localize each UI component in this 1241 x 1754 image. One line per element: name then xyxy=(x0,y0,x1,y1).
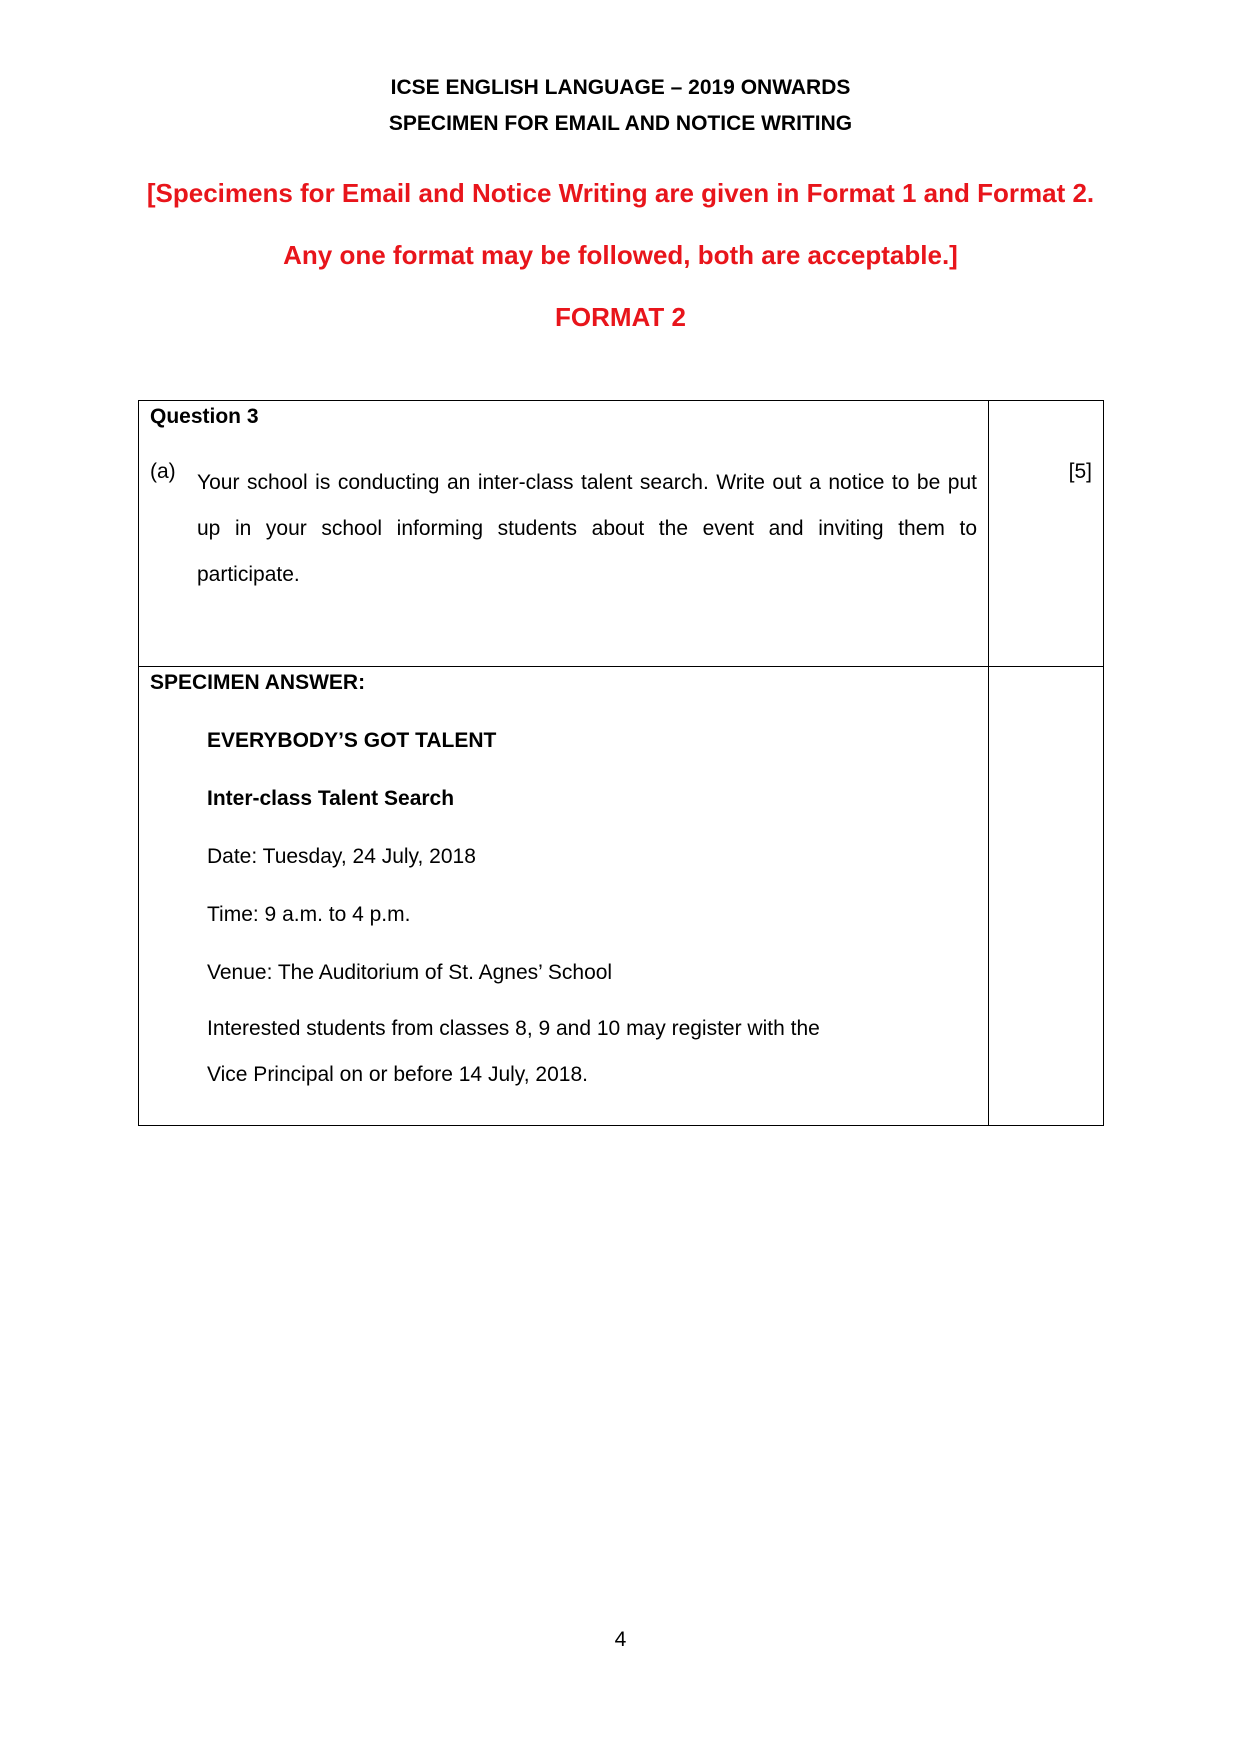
format-note-line-1: [Specimens for Email and Notice Writing are given in Format 1 and Format 2. xyxy=(146,178,1095,208)
notice-subtitle: Inter-class Talent Search xyxy=(207,787,455,810)
format-note-line-2: Any one format may be followed, both are acceptable.] xyxy=(283,240,958,270)
notice-details xyxy=(207,1006,907,1098)
notice-details-line-1: Interested students from classes 8, 9 and 10 may register with the xyxy=(207,1017,820,1040)
question-title: Question 3 xyxy=(150,405,259,428)
document-title: ICSE ENGLISH LANGUAGE – 2019 ONWARDS xyxy=(390,76,851,99)
marks-cell xyxy=(989,401,1104,667)
notice-venue: Venue: The Auditorium of St. Agnes’ School xyxy=(207,961,613,984)
format-label: FORMAT 2 xyxy=(555,302,686,332)
answer-cell xyxy=(139,667,989,1126)
question-table xyxy=(138,400,1104,1126)
notice-details-line-2: Vice Principal on or before 14 July, 2018. xyxy=(207,1063,588,1086)
notice-time: Time: 9 a.m. to 4 p.m. xyxy=(207,903,411,926)
question-text: Your school is conducting an inter-class talent search. Write out a notice to be put up in your school informing students about the event and inviting them to participate. xyxy=(197,471,977,586)
question-part-label: (a) xyxy=(150,460,176,483)
document-subtitle: SPECIMEN FOR EMAIL AND NOTICE WRITING xyxy=(388,112,853,135)
notice-title: EVERYBODY’S GOT TALENT xyxy=(207,729,497,752)
answer-marks-cell xyxy=(989,667,1104,1126)
notice-date: Date: Tuesday, 24 July, 2018 xyxy=(207,845,476,868)
answer-row xyxy=(139,667,1104,1126)
page-number: 4 xyxy=(614,1628,627,1651)
question-row xyxy=(139,401,1104,667)
question-marks: [5] xyxy=(1068,460,1092,483)
specimen-answer-heading: SPECIMEN ANSWER: xyxy=(150,671,366,694)
question-cell xyxy=(139,401,989,667)
